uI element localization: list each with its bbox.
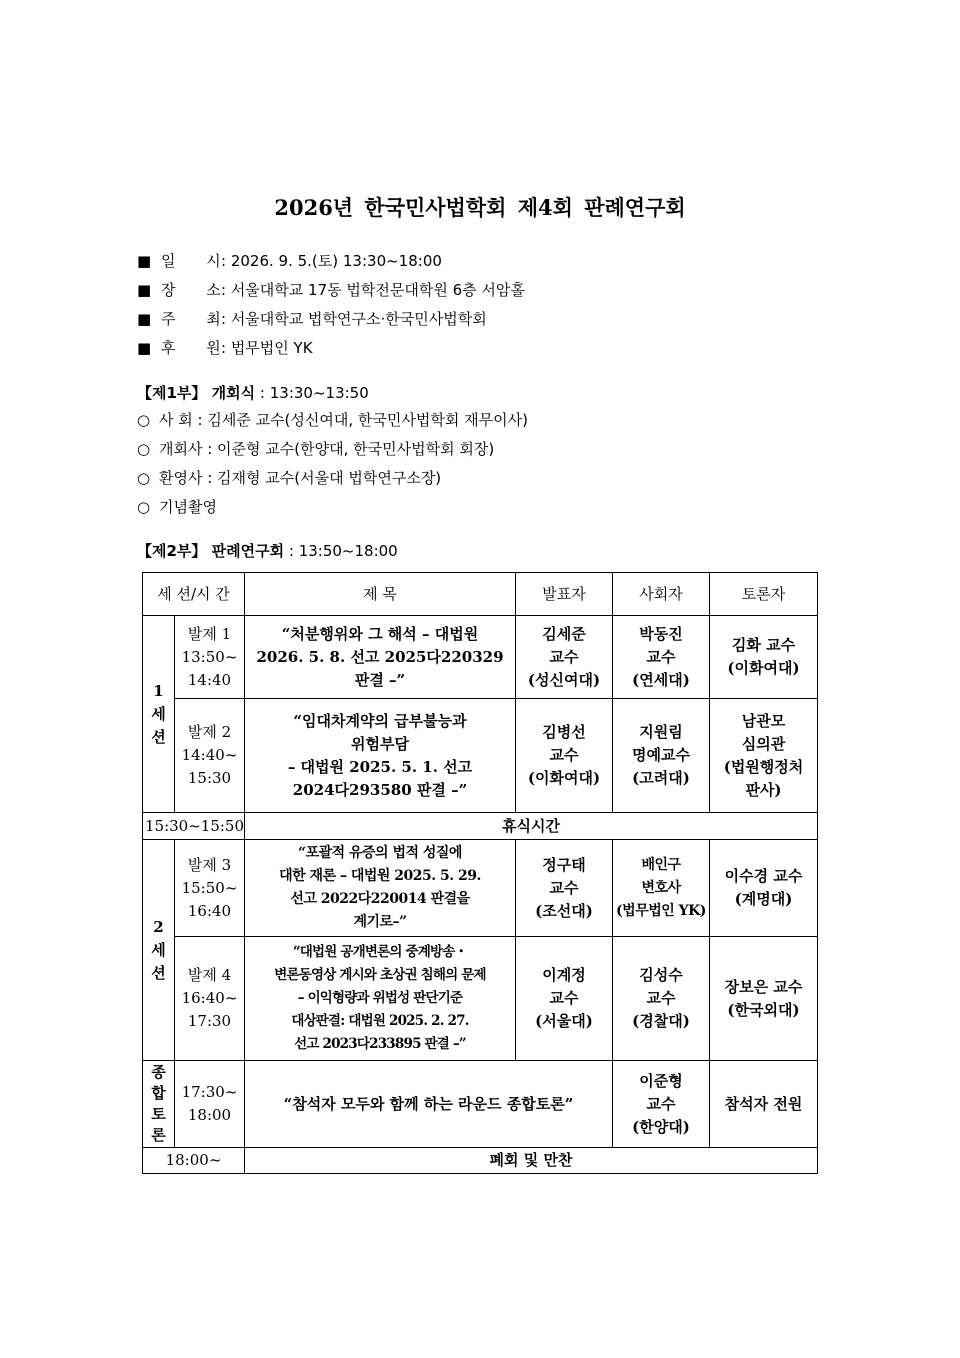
circle-bullet-icon: ○ (137, 440, 151, 458)
moderator-cell: 이준형 교수 (한양대) (613, 1061, 710, 1148)
table-header-row (143, 573, 818, 616)
closing-row (143, 1148, 818, 1174)
title-cell: “임대차계약의 급부불능과 위험부담 – 대법원 2025. 5. 1. 선고 2024다293580 판결 –” (245, 699, 516, 813)
square-bullet-icon: ■ (137, 252, 152, 270)
info-label: 장 소 (161, 281, 221, 299)
table-row (143, 937, 818, 1061)
info-label: 일 시 (161, 252, 221, 270)
moderator-cell: 배인구 변호사 (법무법인 YK) (613, 840, 710, 937)
break-label: 휴식시간 (245, 813, 818, 840)
part1-item-text: 기념촬영 (159, 498, 217, 516)
square-bullet-icon: ■ (137, 281, 152, 299)
presenter-cell: 정구태 교수 (조선대) (516, 840, 613, 937)
discussant-cell: 장보은 교수 (한국외대) (710, 937, 818, 1061)
final-label: 종 합 토 론 (143, 1061, 175, 1148)
info-venue (137, 279, 525, 300)
part1-heading (137, 382, 369, 403)
circle-bullet-icon: ○ (137, 469, 151, 487)
moderator-cell: 지원림 명예교수 (고려대) (613, 699, 710, 813)
moderator-cell: 박동진 교수 (연세대) (613, 616, 710, 699)
presenter-cell: 이계정 교수 (서울대) (516, 937, 613, 1061)
part1-item (137, 409, 528, 430)
part2-time: : 13:50~18:00 (288, 542, 398, 560)
final-title: “참석자 모두와 함께 하는 라운드 종합토론” (245, 1061, 613, 1148)
title-cell: “대법원 공개변론의 중계방송・ 변론동영상 게시와 초상권 침해의 문제 – 이익형량과 위법성 판단기준 대상판결: 대법원 2025. 2. 27. 선고 2023다233895 판결 –” (245, 937, 516, 1061)
break-row (143, 813, 818, 840)
part1-item-text: 환영사 : 김재형 교수(서울대 법학연구소장) (159, 469, 442, 487)
circle-bullet-icon: ○ (137, 411, 151, 429)
closing-label: 폐회 및 만찬 (245, 1148, 818, 1174)
header-title: 제 목 (245, 573, 516, 616)
header-presenter: 발표자 (516, 573, 613, 616)
schedule-table (142, 572, 818, 1174)
moderator-cell: 김성수 교수 (경찰대) (613, 937, 710, 1061)
info-value: : 2026. 9. 5.(토) 13:30~18:00 (221, 252, 442, 270)
presenter-cell: 김세준 교수 (성신여대) (516, 616, 613, 699)
page-title: 2026년 한국민사법학회 제4회 판례연구회 (274, 195, 686, 220)
presenter-cell: 김병선 교수 (이화여대) (516, 699, 613, 813)
title-cell: “포괄적 유증의 법적 성질에 대한 재론 – 대법원 2025. 5. 29. 선고 2022다220014 판결을 계기로–” (245, 840, 516, 937)
table-row (143, 616, 818, 699)
break-time: 15:30~15:50 (143, 813, 245, 840)
part1-item (137, 438, 494, 459)
slot-cell: 발제 4 16:40~ 17:30 (175, 937, 245, 1061)
header-moderator: 사회자 (613, 573, 710, 616)
final-discussion-row (143, 1061, 818, 1148)
info-value: : 법무법인 YK (221, 339, 313, 357)
circle-bullet-icon: ○ (137, 498, 151, 516)
info-value: : 서울대학교 법학연구소·한국민사법학회 (221, 310, 487, 328)
info-date (137, 250, 442, 271)
discussant-cell: 참석자 전원 (710, 1061, 818, 1148)
part1-item (137, 467, 441, 488)
closing-time: 18:00~ (143, 1148, 245, 1174)
session2-label: 2 세 션 (143, 840, 175, 1061)
discussant-cell: 이수경 교수 (계명대) (710, 840, 818, 937)
table-row (143, 840, 818, 937)
header-discussant: 토론자 (710, 573, 818, 616)
session1-label: 1 세 션 (143, 616, 175, 813)
slot-cell: 17:30~ 18:00 (175, 1061, 245, 1148)
discussant-cell: 김화 교수 (이화여대) (710, 616, 818, 699)
square-bullet-icon: ■ (137, 310, 152, 328)
part1-time: : 13:30~13:50 (259, 384, 369, 402)
part2-heading (137, 540, 398, 561)
part1-item (137, 496, 217, 517)
slot-cell: 발제 2 14:40~ 15:30 (175, 699, 245, 813)
part1-item-text: 사 회 : 김세준 교수(성신여대, 한국민사법학회 재무이사) (159, 411, 528, 429)
square-bullet-icon: ■ (137, 339, 152, 357)
info-label: 후 원 (161, 339, 221, 357)
header-session-time: 세 션/시 간 (143, 573, 245, 616)
slot-cell: 발제 1 13:50~ 14:40 (175, 616, 245, 699)
info-value: : 서울대학교 17동 법학전문대학원 6층 서암홀 (221, 281, 525, 299)
part1-title: 【제1부】 개회식 (137, 384, 256, 402)
info-sponsor (137, 337, 313, 358)
info-host (137, 308, 487, 329)
title-cell: “처분행위와 그 해석 – 대법원 2026. 5. 8. 선고 2025다220329 판결 –” (245, 616, 516, 699)
part2-title: 【제2부】 판례연구회 (137, 542, 285, 560)
discussant-cell: 남관모 심의관 (법원행정처 판사) (710, 699, 818, 813)
part1-item-text: 개회사 : 이준형 교수(한양대, 한국민사법학회 회장) (159, 440, 495, 458)
table-row (143, 699, 818, 813)
info-label: 주 최 (161, 310, 221, 328)
slot-cell: 발제 3 15:50~ 16:40 (175, 840, 245, 937)
